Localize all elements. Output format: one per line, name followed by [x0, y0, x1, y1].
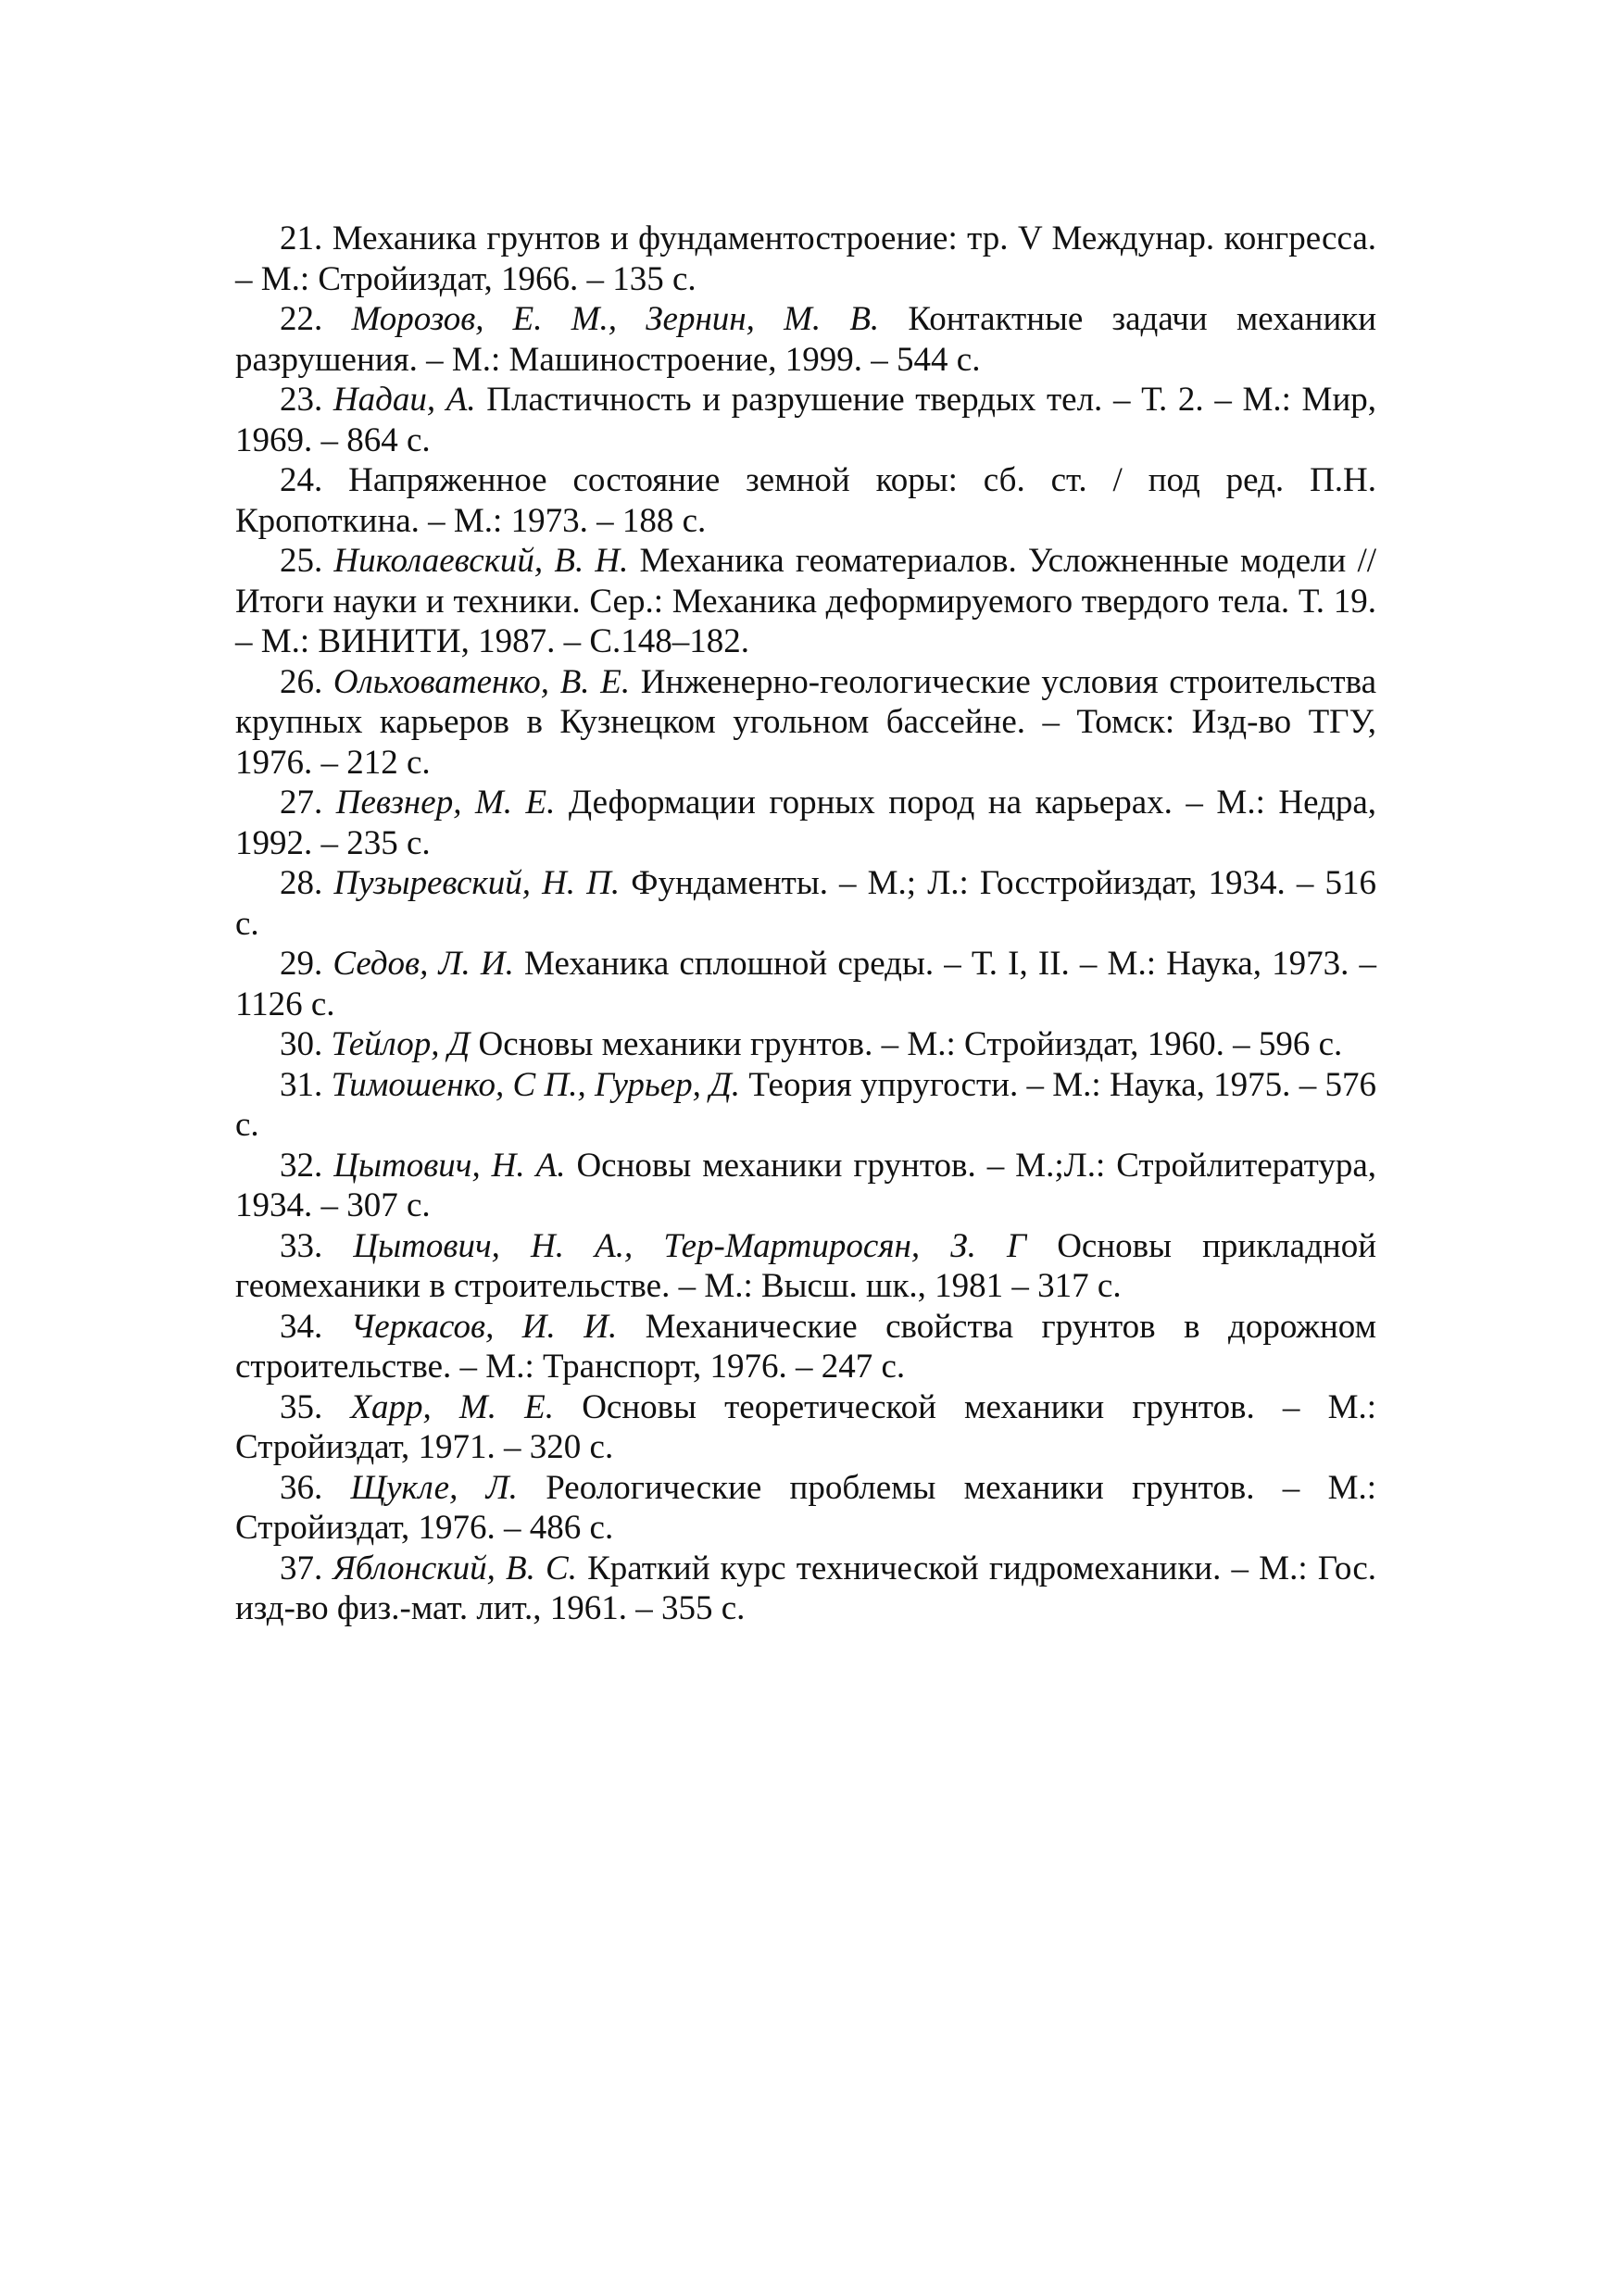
reference-author: Черкасов, И. И.: [350, 1307, 618, 1346]
reference-number: 31.: [280, 1065, 323, 1104]
reference-author: Ольховатенко, В. Е.: [333, 662, 631, 701]
reference-number: 25.: [280, 542, 323, 580]
reference-author: Яблонский, В. С.: [333, 1549, 577, 1587]
reference-number: 30.: [280, 1025, 323, 1063]
reference-text: Краткий курс технической гидромеханики. – М.: Гос. изд-во физ.-мат. лит., 1961. – 355 с.: [235, 1549, 1377, 1627]
reference-item: [235, 662, 1376, 784]
reference-number: 32.: [280, 1146, 323, 1185]
reference-number: 27.: [280, 784, 323, 822]
reference-author: Пузыревский, Н. П.: [333, 864, 621, 902]
reference-text: Деформации горных пород на карьерах. – М.: Недра, 1992. – 235 с.: [235, 784, 1377, 862]
reference-author: Тейлор, Д: [331, 1025, 471, 1063]
reference-text: Основы теоретической механики грунтов. – М.: Стройиздат, 1971. – 320 с.: [235, 1387, 1377, 1466]
reference-number: 21.: [280, 220, 323, 257]
reference-author: Цытович, Н. А.: [333, 1146, 566, 1185]
reference-item: [235, 1226, 1376, 1307]
reference-item: [235, 541, 1376, 662]
reference-text: Напряженное состояние земной коры: сб. ст. / под ред. П.Н. Кропоткина. – М.: 1973. – 188 с.: [235, 461, 1377, 540]
reference-item: [235, 1387, 1376, 1468]
reference-text: Реологические проблемы механики грунтов. – М.: Стройиздат, 1976. – 486 с.: [235, 1468, 1376, 1547]
reference-text: Инженерно-геологические условия строительства крупных карьеров в Кузнецком угольном бассейне. – Томск: Изд-во ТГУ, 1976. – 212 с.: [235, 662, 1376, 782]
reference-item: [235, 219, 1376, 299]
reference-number: 28.: [280, 864, 323, 902]
reference-number: 22.: [280, 300, 323, 338]
reference-text: Основы прикладной геомеханики в строительстве. – М.: Высш. шк., 1981 – 317 с.: [235, 1226, 1377, 1305]
reference-text: Теория упругости. – М.: Наука, 1975. – 576 с.: [235, 1065, 1377, 1144]
reference-text: Основы механики грунтов. – М.;Л.: Стройлитература, 1934. – 307 с.: [235, 1146, 1376, 1224]
reference-author: Седов, Л. И.: [333, 945, 514, 983]
reference-number: 24.: [280, 461, 323, 499]
reference-author: Надаи, А.: [333, 381, 476, 419]
reference-author: Николаевский, В. Н.: [333, 542, 629, 580]
reference-author: Харр, М. Е.: [350, 1387, 555, 1426]
reference-author: Певзнер, М. Е.: [335, 784, 556, 822]
reference-item: [235, 380, 1376, 460]
reference-text: Механические свойства грунтов в дорожном строительстве. – М.: Транспорт, 1976. – 247 с.: [235, 1307, 1377, 1386]
reference-item: [235, 1468, 1376, 1549]
reference-text: Механика грунтов и фундаментостроение: тр. V Междунар. конгресса. – М.: Стройиздат, 1966. – 135 с.: [235, 220, 1377, 298]
reference-list: [235, 219, 1376, 1629]
reference-item: [235, 1307, 1376, 1387]
reference-item: [235, 1065, 1376, 1146]
reference-number: 29.: [280, 945, 323, 983]
reference-author: Щукле, Л.: [350, 1468, 518, 1507]
reference-item: [235, 863, 1376, 944]
reference-item: [235, 944, 1376, 1024]
reference-text: Механика геоматериалов. Усложненные модели // Итоги науки и техники. Сер.: Механика деформируемого твердого тела. Т. 19. – М.: ВИНИТИ, 1987. – С.148–182.: [235, 542, 1377, 660]
reference-number: 36.: [280, 1468, 323, 1507]
reference-number: 37.: [280, 1549, 323, 1587]
reference-item: [235, 1146, 1376, 1226]
reference-author: Морозов, Е. М., Зернин, М. В.: [351, 300, 880, 338]
reference-item: [235, 460, 1376, 541]
reference-item: [235, 783, 1376, 863]
reference-number: 26.: [280, 662, 323, 701]
reference-author: Цытович, Н. А., Тер-Мартиросян, З. Г: [353, 1226, 1027, 1265]
reference-number: 34.: [280, 1307, 323, 1346]
reference-number: 35.: [280, 1387, 323, 1426]
reference-text: Пластичность и разрушение твердых тел. – Т. 2. – М.: Мир, 1969. – 864 с.: [235, 381, 1376, 459]
reference-item: [235, 1549, 1376, 1629]
reference-text: Фундаменты. – М.; Л.: Госстройиздат, 1934. – 516 с.: [235, 864, 1376, 943]
reference-item: [235, 299, 1376, 380]
reference-text: Механика сплошной среды. – Т. I, II. – М.: Наука, 1973. – 1126 с.: [235, 945, 1376, 1023]
reference-number: 23.: [280, 381, 323, 419]
reference-text: Контактные задачи механики разрушения. – М.: Машиностроение, 1999. – 544 с.: [235, 300, 1377, 379]
reference-number: 33.: [280, 1226, 323, 1265]
reference-item: [235, 1024, 1376, 1065]
reference-author: Тимошенко, С П., Гурьер, Д.: [331, 1065, 741, 1104]
reference-text: Основы механики грунтов. – М.: Стройиздат, 1960. – 596 с.: [478, 1025, 1343, 1063]
